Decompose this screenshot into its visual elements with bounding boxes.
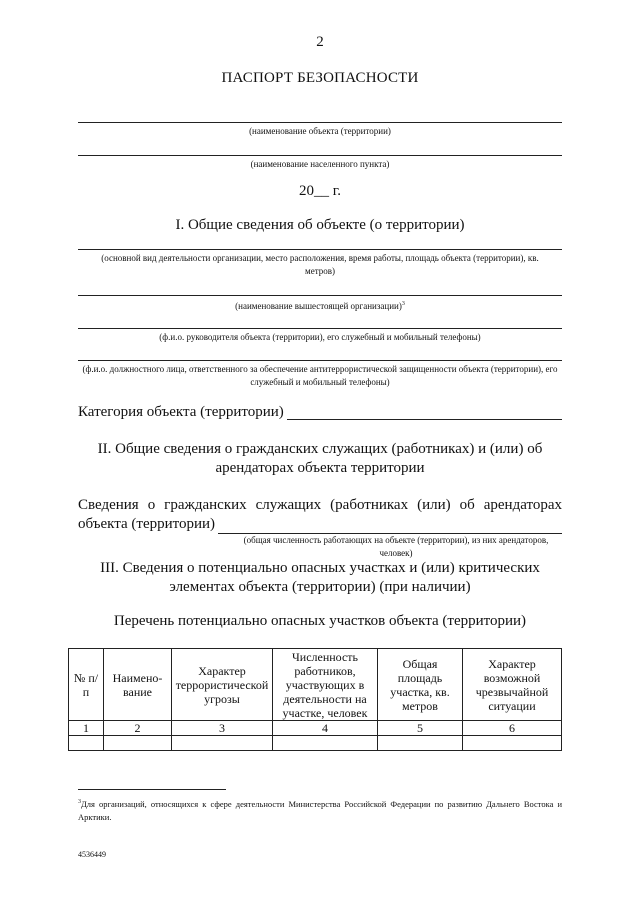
section-1-heading: I. Общие сведения об объекте (о территории) bbox=[175, 217, 465, 233]
footnote-text: Для организаций, относящихся к сфере деятельности Министерства Российской Федерации по развитию Дальнего Востока и Арктики. bbox=[78, 798, 562, 822]
footnote-mark: 3 bbox=[78, 799, 81, 805]
col-emergency-header: Характер возможной чрезвычайной ситуации bbox=[463, 649, 562, 721]
category-line bbox=[287, 419, 562, 420]
section-3-heading: III. Сведения о потенциально опасных участках и (или) критических элементах объекта (территории) (при наличии) bbox=[100, 560, 540, 595]
parent-org-line bbox=[78, 295, 562, 296]
page-number: 2 bbox=[316, 34, 324, 50]
staff-count-caption: (общая численность работающих на объекте (территории), из них арендаторов, человек) bbox=[243, 535, 549, 558]
object-name-caption: (наименование объекта (территории) bbox=[249, 126, 391, 136]
col-threat-header: Характер террористической угрозы bbox=[172, 649, 273, 721]
table-cell: 6 bbox=[463, 721, 562, 736]
table-cell bbox=[69, 736, 104, 751]
settlement-caption: (наименование населенного пункта) bbox=[250, 159, 390, 169]
table-cell bbox=[273, 736, 378, 751]
footnote-separator bbox=[78, 789, 226, 790]
page-title: ПАСПОРТ БЕЗОПАСНОСТИ bbox=[221, 70, 419, 86]
table-cell: 2 bbox=[104, 721, 172, 736]
col-staff-header: Численность работников, участвующих в деятельности на участке, человек bbox=[273, 649, 378, 721]
section-2-heading: II. Общие сведения о гражданских служащих (работниках) и (или) об арендаторах объекта территории bbox=[97, 441, 543, 476]
table-empty-row bbox=[69, 736, 562, 751]
table-cell: 1 bbox=[69, 721, 104, 736]
responsible-caption: (ф.и.о. должностного лица, ответственного за обеспечение антитеррористической защищенности объекта (территории), его служебный и мобильный телефоны) bbox=[82, 364, 558, 387]
year: 20__ г. bbox=[299, 183, 341, 199]
head-caption: (ф.и.о. руководителя объекта (территории), его служебный и мобильный телефоны) bbox=[159, 332, 481, 342]
table-cell bbox=[104, 736, 172, 751]
hazard-areas-table bbox=[68, 648, 562, 751]
table-cell: 3 bbox=[172, 721, 273, 736]
footnote-ref: 3 bbox=[401, 301, 405, 307]
list-title: Перечень потенциально опасных участков объекта (территории) bbox=[113, 613, 527, 629]
document-code: 4536449 bbox=[78, 850, 106, 859]
main-activity-line bbox=[78, 249, 562, 250]
col-name-header: Наимено-вание bbox=[104, 649, 172, 721]
object-name-line bbox=[78, 122, 562, 123]
table-number-row bbox=[69, 721, 562, 736]
col-area-header: Общая площадь участка, кв. метров bbox=[378, 649, 463, 721]
footnote bbox=[78, 796, 562, 824]
table-cell bbox=[463, 736, 562, 751]
category-label: Категория объекта (территории) bbox=[78, 404, 284, 420]
staff-info-label: Сведения о гражданских служащих (работниках (или) об арендаторах объекта (территории) bbox=[78, 497, 562, 532]
settlement-line bbox=[78, 155, 562, 156]
parent-org-caption: (наименование вышестоящей организации)$^3$ bbox=[235, 301, 405, 311]
responsible-line bbox=[78, 360, 562, 361]
head-line bbox=[78, 328, 562, 329]
main-activity-caption: (основной вид деятельности организации, место расположения, время работы, площадь объекта (территории), кв. метров) bbox=[101, 253, 539, 276]
col-number-header: № п/п bbox=[69, 649, 104, 721]
table-cell bbox=[378, 736, 463, 751]
table-cell: 4 bbox=[273, 721, 378, 736]
table-cell: 5 bbox=[378, 721, 463, 736]
table-cell bbox=[172, 736, 273, 751]
table-header-row bbox=[69, 649, 562, 721]
